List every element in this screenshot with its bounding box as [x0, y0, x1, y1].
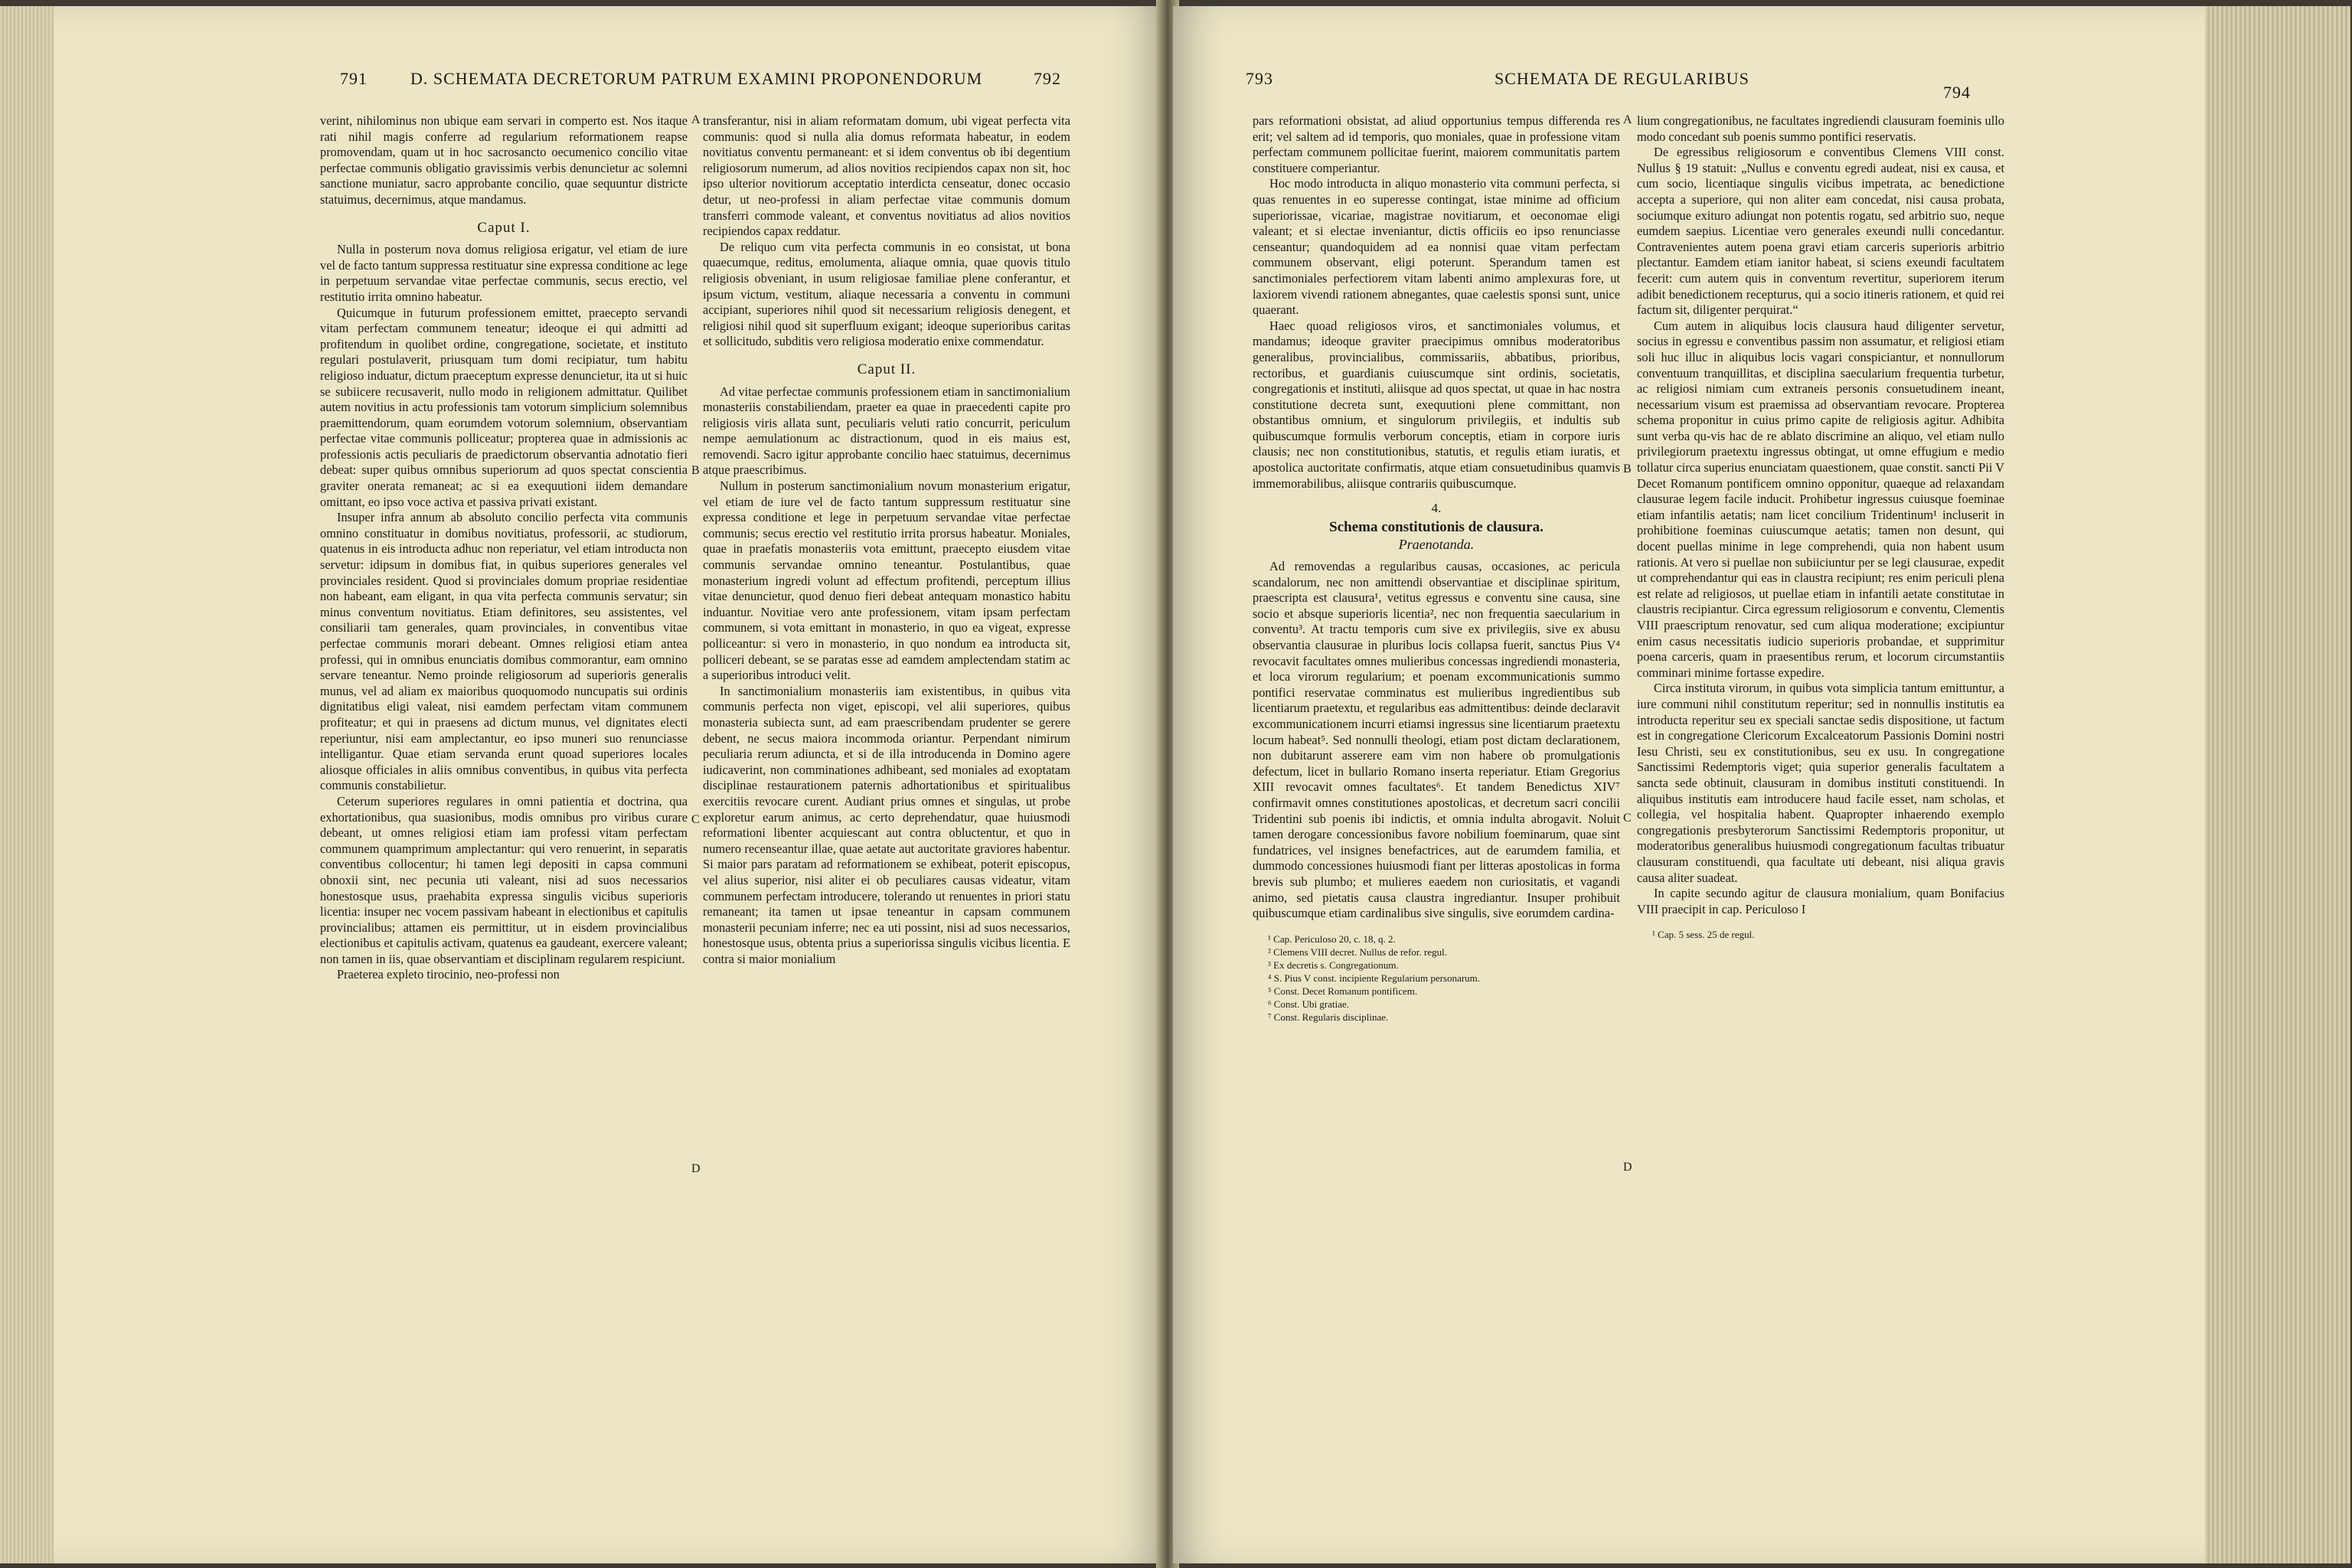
- paragraph: Nulla in posterum nova domus religiosa erigatur, vel etiam de iure vel de facto tantum suppressa restituatur sine expressa conditione ac lege in perpetuum servandae vitae perfectae communis, secus erectio, vel restitutio irrita omnino habeatur.: [320, 242, 688, 304]
- page-number-793: 793: [1246, 69, 1273, 88]
- paragraph: Ad vitae perfectae communis professionem etiam in sanctimonialium monasteriis constabiliendam, praeter ea quae in praecedenti capite pro religiosis viris allata sunt, peculiaris veluti ratio concurrit, periculum nempe aemulationum ac distractionum, quod in eis maius est, removendi. Sacro igitur approbante concilio haec statuimus, decernimus atque praescribimus.: [703, 384, 1070, 478]
- schema-number: 4.: [1431, 501, 1442, 516]
- left-page-column-2: [703, 113, 1070, 967]
- footnote: ² Clemens VIII decret. Nullus de refor. regul.: [1268, 946, 1447, 958]
- paragraph: In sanctimonialium monasteriis iam existentibus, in quibus vita communis perfecta non viget, episcopi, vel alii superiores, quibus monasteria subiecta sunt, ad eam praescribendam prudenter se gerere debent, ne secus maiora incommoda oriantur. Perpendant nimirum peculiaria rerum adiuncta, et si de illa introducenda in Domino agere iudicaverint, non comminationes adhibeant, sed moniales ad exoptatam disciplinae restaurationem paternis adhortationibus et spiritualibus exercitiis revocare curent. Audiant prius omnes et singulas, ut probe exploretur earum animus, ac certo deprehendatur, quae huiusmodi reformationi libenter acquiescant aut contra obluctentur, et quo in numero recenseantur illae, quae aetate aut auctoritate graviores habentur. Si maior pars paratam ad reformationem se exhibeat, poterit episcopus, vel alius superior, nisi aliter ei ob peculiares causas videatur, vitam communem perfectam introducere, tolerando ut renuentes in priori statu remaneant; ita tamen ut ipsae teneantur in capsam communem monasterii pecuniam inferre; nec ea uti possint, nisi ad suos necessarios, honestosque usus, obtenta prius a superiorissa singulis vicibus licentia. E contra si maior monialium: [703, 683, 1070, 966]
- footnote: ⁵ Const. Decet Romanum pontificem.: [1268, 985, 1418, 997]
- paragraph: Circa instituta virorum, in quibus vota simplicia tantum emittuntur, a iure communi nihil constitutum reperitur; sed in nonnullis institutis ea introducta reperitur seu ex speciali sanctae sedis dispositione, ut factum est in congregatione Clericorum Excalceatorum Passionis Domini nostri Iesu Christi, seu ex constitutionibus, seu ex usu. In congregatione Sanctissimi Redemptoris viget; quia superior generalis facultatem a sancta sede obtinuit, clausuram in domibus instituti constituendi. In aliquibus institutis eam introducere haud facile esset, nam scholas, et collegia, vel hospitalia habent. Quapropter inhaerendo exemplo congregationis presbyterorum Sanctissimi Redemptoris proponitur, ut moderatoribus generalibus huiusmodi congregationum facultas tribuatur clausuram constituendi, qua facultate uti debeant, nisi aliqua gravis causa aliter suadeat.: [1637, 681, 2004, 885]
- schema-subtitle: Praenotanda.: [1398, 537, 1475, 553]
- left-page: [0, 6, 1162, 1563]
- section-heading: Caput I.: [477, 219, 531, 236]
- paragraph: In capite secundo agitur de clausura monialium, quam Bonifacius VIII praecipit in cap. Periculoso I: [1637, 886, 2004, 916]
- page-edges: [2205, 6, 2350, 1563]
- running-title-right: SCHEMATA DE REGULARIBUS: [1494, 69, 1749, 88]
- paragraph: transferantur, nisi in aliam reformatam domum, ubi vigeat perfecta vita communis: quod si nulla alia domus reformata habeatur, in eodem novitiatus conventu permaneant: et si idem conventus ob ibi degentium religiosorum numerum, ad alios novitios recipiendos capax non sit, hoc ipso ulterior novitiorum acceptatio interdicta censeatur, donec occasio detur, ut neo-professi in aliam perfectae vitae communis domum transferri commode valeant, et conventus novitiatus ad alios novitios recipiendos capax reddatur.: [703, 113, 1070, 239]
- running-title-left: D. SCHEMATA DECRETORUM PATRUM EXAMINI PROPONENDORUM: [410, 69, 983, 88]
- footnote: ³ Ex decretis s. Congregationum.: [1268, 959, 1399, 971]
- footnote: ¹ Cap. Periculoso 20, c. 18, q. 2.: [1268, 933, 1396, 945]
- left-page-column-1: [320, 113, 688, 983]
- paragraph: Ceterum superiores regulares in omni patientia et doctrina, qua exhortationibus, qua suasionibus, modis omnibus pro viribus curare debeant, ut omnes religiosi etiam iam professi vitam perfectam communem quamprimum amplectantur: qui vero renuerint, in separatis conventibus collocentur; hi tamen legi depositi in capsa communi obnoxii sint, nec pecunia uti valeant, nisi ad suos necessarios honestosque usus, praehabita expressa singulis vicibus superioris licentia: insuper nec vocem passivam habeant in electionibus et capitulis provincialibus; attamen eis permittitur, ut in eisdem provincialibus electionibus et capitulis activam, quatenus ea gaudeant, exercere valeant; non tamen in iis, quae observantiam et disciplinam regularem respiciunt.: [320, 793, 688, 966]
- page-number-792: 792: [1034, 69, 1061, 88]
- section-heading: Caput II.: [857, 361, 916, 377]
- right-page-column-2: [1637, 113, 2004, 941]
- margin-letter: D: [1623, 1161, 1632, 1174]
- footnote: ¹ Cap. 5 sess. 25 de regul.: [1652, 929, 1755, 941]
- paragraph: lium congregationibus, ne facultates ingrediendi clausuram foeminis ullo modo concedant sub poenis summo pontifici reservatis.: [1637, 113, 2004, 144]
- margin-letter: A: [691, 113, 701, 126]
- margin-letter: A: [1623, 113, 1632, 126]
- paragraph: Ad removendas a regularibus causas, occasiones, ac pericula scandalorum, nec non amittendi observantiae et disciplinae spiritum, praescripta est clausura¹, vetitus egressus e conventu sine causa, sine socio et absque superioris licentia², nec non frequentia saecularium in conventu³. At tractu temporis cum sive ex privilegiis, sive ex abusu observantia clausurae in pluribus locis collapsa fuerit, sanctus Pius V⁴ revocavit facultates omnes mulieribus concessas ingrediendi monasteria, et loca virorum regularium; et poenam excommunicationis summo pontifici reservatae comminatus est mulieribus ingredientibus sub licentiarum praetextu, et regularibus eas admittentibus: deinde declaravit excommunicationem incurri etiamsi ingressus sine licentiarum praetextu locum habeat⁵. Sed nonnulli theologi, etiam post dictam declarationem, non dubitarunt asserere eam vim non habere ob promulgationis defectum, licet in bullario Romano inserta reperiatur. Etiam Gregorius XIII revocavit omnes facultates⁶. Et tandem Benedictus XIV⁷ confirmavit omnes constitutiones apostolicas, et decretum sacri concilii Tridentini sub poenis ibi indictis, et omnia indulta abrogavit. Noluit tamen derogare concessionibus favore nobilium foeminarum, quae sint fundatrices, vel insignes benefactrices, aut de earumdem familia, et dummodo concessiones huiusmodi fiant per litteras apostolicas in forma brevis sub plumbo; et mulieres eaedem non curiositatis, et vagandi animo, sed pietatis causa claustra ingrediantur. Insuper prohibuit quibuscumque etiam cardinalibus sive singulis, sive eorumdem cardina-: [1253, 559, 1620, 921]
- footnote: ⁷ Const. Regularis disciplinae.: [1268, 1011, 1389, 1023]
- paragraph: Praeterea expleto tirocinio, neo-professi non: [337, 967, 560, 982]
- footnotes: [1253, 933, 1620, 1024]
- paragraph: Haec quoad religiosos viros, et sanctimoniales volumus, et mandamus; ideoque graviter praecipimus omnibus moderatoribus generalibus, provincialibus, commissariis, abbatibus, prioribus, rectoribus, et guardianis cuiuscumque sint ordinis, societatis, congregationis et instituti, aliisque ad quos spectat, ut quae in hac nostra constitutione decreta sunt, exequutioni plene committant, non obstantibus omnium, et singulorum privilegiis, et indultis sub quibuscumque formulis verborum conceptis, etiam in corpore iuris clausis; nec non constitutionibus, statutis, et regulis etiam iuratis, et apostolica auctoritate confirmatis, atque etiam consuetudinibus quamvis immemorabilibus, aliisque contrariis quibuscumque.: [1253, 318, 1620, 491]
- paragraph: De reliquo cum vita perfecta communis in eo consistat, ut bona quaecumque, reditus, emolumenta, aliaque omnia, quae quovis titulo religiosis obveniant, in usum religiosae familiae plene conferantur, et ipsum victum, vestitum, aliaque necessaria a conventu in communi accipiant, superiores nihil quod sit necessarium religiosis denegent, et religiosi nihil quod sit superfluum exigant; ideoque superioribus caritas et sollicitudo, subditis vero religiosa moderatio enixe commendatur.: [703, 239, 1070, 349]
- page-edges: [0, 6, 54, 1563]
- right-page-column-1: [1253, 113, 1620, 1024]
- footnotes: [1637, 928, 2004, 941]
- page-number-794: 794: [1943, 83, 1971, 102]
- paragraph: Nullum in posterum sanctimonialium novum monasterium erigatur, vel etiam de iure vel de facto tantum suppressum restituatur sine expressa conditione et lege in perpetuum servandae vitae perfectae communis; secus erectio vel restitutio irrita prorsus habeatur. Moniales, quae in praefatis monasteriis vota emittunt, praecepto eiusdem vitae communis servandae omnino teneantur. Postulantibus, quae monasterium ingredi volunt ad effectum profitendi, perceptum illius vitae denuncietur, quod denuo fieri debeat antequam monastico habitu induantur. Novitiae vero ante professionem, vitam ipsam perfectam communem, si vota emittant in monasterio, in quo ea vigeat, expresse polliceantur: si vero in monasterio, in quo nondum ea introducta sit, polliceri debeant, se se paratas esse ad eamdem amplectendam statim ac a superioribus introduci velit.: [703, 479, 1070, 683]
- margin-letter: C: [691, 813, 700, 826]
- page-number-791: 791: [340, 69, 368, 88]
- paragraph: Insuper infra annum ab absoluto concilio perfecta vita communis omnino constituatur in domibus novitiatus, professorii, ac studiorum, quatenus in eis introducta adhuc non reperiatur, vel etiam introducta non servetur: idipsum in domibus fiat, in quibus superiores generales vel provinciales resident. Quod si provinciales domum propriae residentiae non habeant, eam eligant, in qua vita perfecta communis servatur; sin minus conventum novitiatus. Etiam definitores, seu assistentes, vel consiliarii tam generales, quam provinciales, in conventibus vitae perfectae communis morari debeant. Omnes religiosi etiam antea professi, qui in omnibus enunciatis domibus commorantur, eam omnino servare teneantur. Nemo proinde religiosorum ad superioris generalis munus, vel ad aliam ex maioribus quoquomodo nuncupatis sui ordinis dignitatibus eligi valeat, nisi eamdem perfectam vitam communem profiteatur; et qui in praesens ad dictum munus, vel dignitates electi reperiuntur, nisi eam amplectantur, eo ipso muneri suo renunciasse intelligantur. Quae etiam servanda erunt quoad superiores locales aliosque officiales in aliis omnibus conventibus, in quibus vita perfecta communis constabilietur.: [320, 510, 688, 793]
- margin-letter: D: [691, 1162, 701, 1175]
- schema-title: Schema constitutionis de clausura.: [1329, 518, 1544, 535]
- margin-letter: B: [691, 464, 700, 477]
- margin-letter: B: [1623, 462, 1632, 475]
- footnote: ⁶ Const. Ubi gratiae.: [1268, 998, 1349, 1010]
- footnote: ⁴ S. Pius V const. incipiente Regularium personarum.: [1268, 972, 1481, 984]
- paragraph: pars reformationi obsistat, ad aliud opportunius tempus differenda res erit; vel saltem ad id temporis, quo moniales, quae in professione vitam perfectam communem pollicitae fuerint, maiorem communitatis partem constituere comperiantur.: [1253, 113, 1620, 175]
- right-page: [1173, 6, 2311, 1563]
- paragraph: Quicumque in futurum professionem emittet, praecepto servandi vitam perfectam communem teneatur; ideoque ei qui admitti ad profitendum in quolibet ordine, congregatione, societate, et instituto regulari postulaverit, priusquam tum domi recipiatur, tum habitu religioso induatur, dictum praeceptum expresse denuncietur, ita ut si huic se subiicere recusaverit, nullo modo in religionem admittatur. Quilibet autem novitius in actu professionis tam votorum simplicium solemnibus praemittendorum, quam eorumdem votorum solemnium, observantiam perfectae vitae communis polliceatur; propterea quae in admissionis ac professionis actis peculiaris de praedictorum observantia adnotatio fieri debeat: super quibus omnibus superiorum ad quos spectat conscientia graviter onerata remaneat; ac si ea exequutioni iidem demandare omittant, eo ipso voce activa et passiva privati existant.: [320, 305, 688, 509]
- margin-letter: C: [1623, 812, 1632, 825]
- paragraph: verint, nihilominus non ubique eam servari in comperto est. Nos itaque rati nihil magis conferre ad regularium reformationem reapse promovendam, quam ut in hoc sacrosancto oecumenico concilio vitae perfectae communis obligatio gravissimis verbis denuncietur ac solemni sanctione muniatur, sacro approbante concilio, quae sequuntur districte statuimus, decernimus, atque mandamus.: [320, 113, 688, 207]
- paragraph: Hoc modo introducta in aliquo monasterio vita communi perfecta, si quas renuentes in eo superesse contingat, istae minime ad officium superiorissae, vicariae, magistrae novitiarum, et oeconomae eligi valeant; et si electae inveniantur, dictis officiis eo ipso renunciasse censeantur; quandoquidem ad ea nonnisi quae vitam perfectam communem observant, eligi poterunt. Sperandum tamen est sanctimoniales perfectiorem vitam labenti animo amplexuras fore, ut laxiorem vivendi rationem abnegantes, quae caelestis sponsi sunt, unice quaerant.: [1253, 176, 1620, 318]
- paragraph: De egressibus religiosorum e conventibus Clemens VIII const. Nullus § 19 statuit: „Nullus e conventu egredi audeat, nisi ex causa, et cum socio, licentiaque singulis vicibus impetrata, ac benedictione accepta a superiore, qui non aliter eam concedat, nisi causa probata, sociumque exituro adiungat non potentis rogatu, sed arbitrio suo, neque eumdem saepius. Licentiae vero generales exeundi nulli concedantur. Contravenientes autem poena gravi etiam carceris superioris arbitrio plectantur. Eamdem etiam ianitor habeat, si sciens exeundi facultatem fecerit: cum autem quis in conventum revertitur, superiorem iterum adibit benedictionem recepturus, qui a socio itineris rationem, et quid rei factum sit, diligenter perquirat.“: [1637, 145, 2004, 318]
- paragraph: Cum autem in aliquibus locis clausura haud diligenter servetur, socius in egressu e conventibus passim non assumatur, et religiosi etiam soli huc illuc in aliquibus locis vagari conspiciantur, et nonnullorum conventuum tranquillitas, et disciplina saecularium frequentia turbetur, ac religiosi nimiam cum extraneis personis consuetudinem ineant, necessarium visum est praemissa ad observantiam revocare. Propterea schema proponitur in cuius primo capite de religiosis agitur. Adhibita sunt verba qu-vis hac de re ablato discrimine an aliquo, vel etiam nullo privilegiorum praetextu ingressus obtingat, ut omne effugium e medio tollatur circa superius enunciatam quaestionem, quae constit. sancti Pii V Decet Romanum pontificem omnino opponitur, quaeque ad relaxandam clausurae legem facile inducit. Prohibetur ingressus cuiusque foeminae etiam infantilis aetatis; nam licet concilium Tridentinum¹ incluserit in prohibitione foeminas cuiuscumque aetatis; tamen non desunt, qui docent puellas minime in lege comprehendi, quia non habent usum rationis. At vero si puellae non subiiciuntur per se legi clausurae, expedit ut comprehendantur qui eas in claustra recipiunt; res enim periculi plena est relate ad religiosos, ut puellae etiam in infantili aetate constitutae in claustris recipiantur. Circa egressum religiosorum e conventu, Clementis VIII praescriptum renovatur, sed cum aliqua moderatione; excipiuntur enim casus necessitatis iudicio superioris probandae, et supprimitur poena carceris, quam in praesentibus rerum, et locorum circumstantiis comminari minime fortasse expedire.: [1637, 318, 2004, 680]
